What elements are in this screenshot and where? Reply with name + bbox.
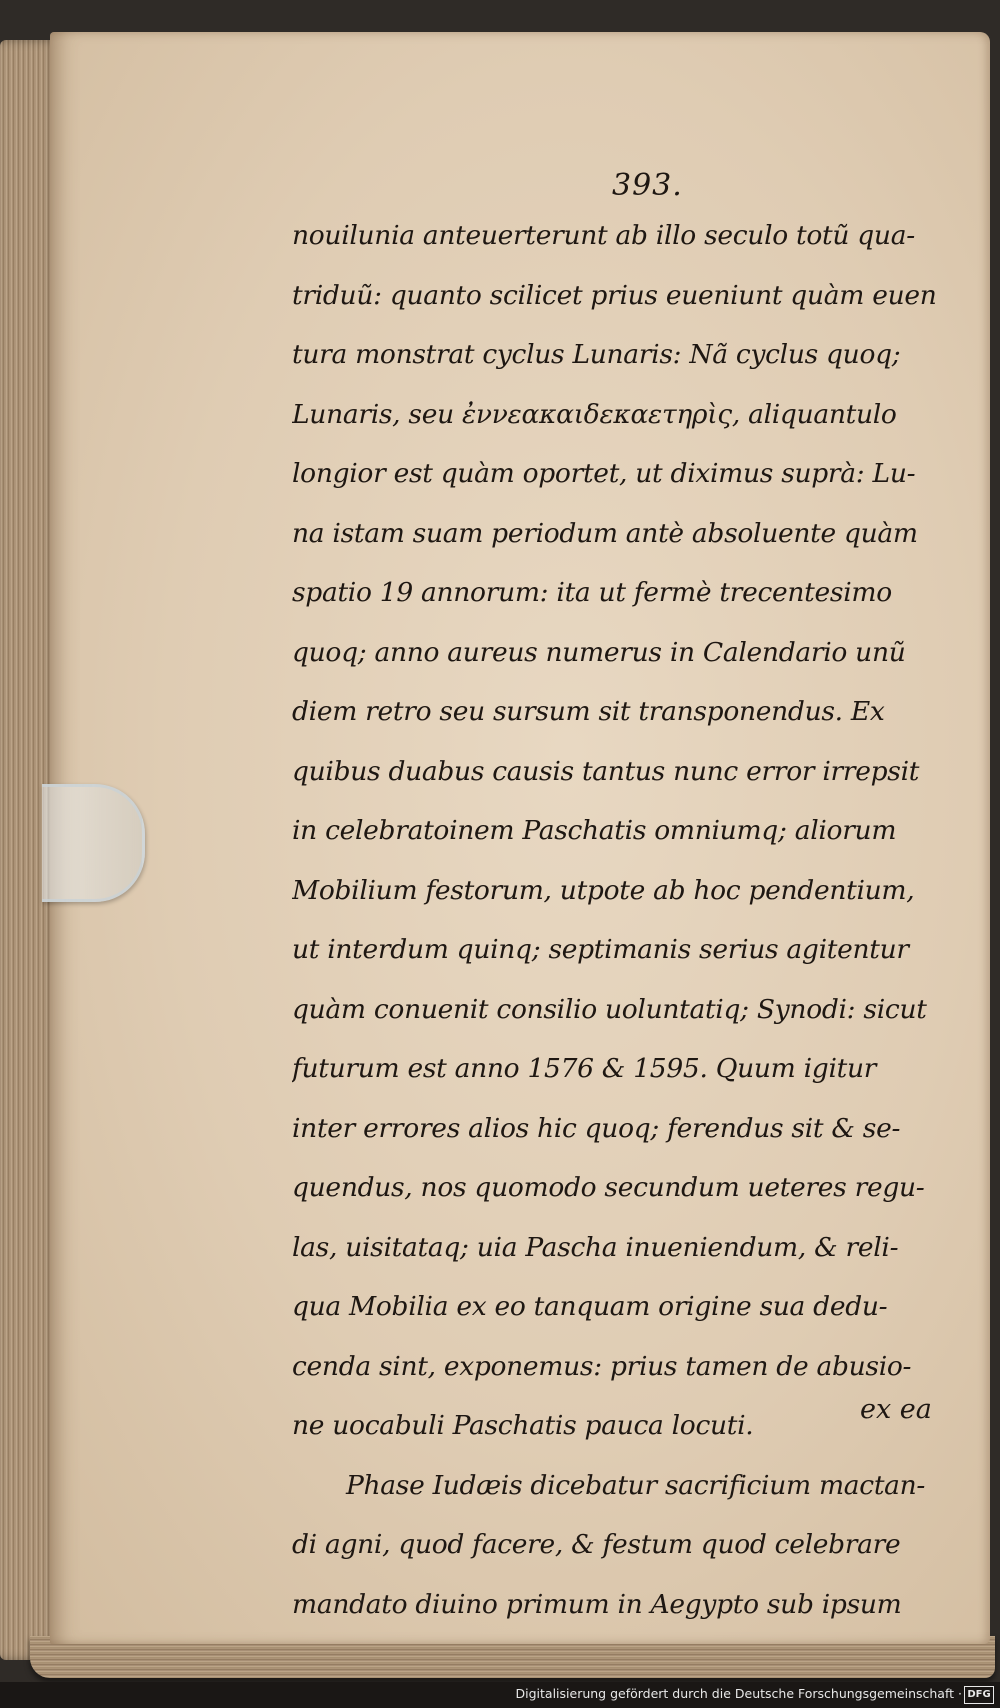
catchword: ex ea: [860, 1394, 932, 1425]
text-line: tura monstrat cyclus Lunaris: Nã cyclus quoq;: [292, 339, 901, 370]
text-line: inter errores alios hic quoq; ferendus sit & se-: [292, 1112, 901, 1144]
text-line: quendus, nos quomodo secundum ueteres regu-: [292, 1172, 925, 1203]
page-clip: [42, 784, 145, 902]
text-line: in celebratoinem Paschatis omniumq; aliorum: [292, 815, 897, 846]
text-line: cenda sint, exponemus: prius tamen de abusio-: [292, 1350, 912, 1382]
text-line: quoq; anno aureus numerus in Calendario unũ: [292, 636, 906, 668]
text-line: diem retro seu sursum sit transponendus. Ex: [292, 696, 885, 727]
text-line: Phase Iudæis dicebatur sacrificium mactan-: [346, 1469, 926, 1501]
text-line: qua Mobilia ex eo tanquam origine sua dedu-: [292, 1291, 888, 1322]
footer-bar: [0, 1682, 1000, 1708]
text-line: quàm conuenit consilio uoluntatiq; Synodi: sicut: [292, 993, 927, 1025]
text-line: Mobilium festorum, utpote ab hoc pendentium,: [292, 874, 915, 906]
text-line: nouilunia anteuerterunt ab illo seculo totũ qua-: [292, 220, 915, 251]
text-line: longior est quàm oportet, ut diximus suprà: Lu-: [292, 458, 916, 489]
text-line: futurum est anno 1576 & 1595. Quum igitur: [292, 1053, 877, 1084]
text-line: di agni, quod facere, & festum quod celebrare: [292, 1529, 901, 1560]
text-line: las, uisitataq; uia Pascha inueniendum, & reli-: [292, 1231, 899, 1263]
text-line: Lunaris, seu ἐννεακαιδεκαετηρὶς, aliquantulo: [292, 398, 897, 430]
text-line: spatio 19 annorum: ita ut fermè trecentesimo: [292, 577, 892, 608]
text-line: quibus duabus causis tantus nunc error irrepsit: [292, 755, 920, 787]
dfg-logo: DFG: [964, 1686, 994, 1704]
text-line: mandato diuino primum in Aegypto sub ipsum: [292, 1588, 902, 1620]
text-line: ne uocabuli Paschatis pauca locuti.: [292, 1410, 754, 1441]
text-line: triduũ: quanto scilicet prius eueniunt quàm euen: [292, 279, 937, 311]
text-line: ut interdum quinq; septimanis serius agitentur: [292, 934, 909, 965]
text-line: na istam suam periodum antè absoluente quàm: [292, 517, 918, 549]
page-number: 393.: [612, 168, 683, 203]
funding-credit: Digitalisierung gefördert durch die Deutsche Forschungsgemeinschaft ·: [515, 1686, 962, 1701]
